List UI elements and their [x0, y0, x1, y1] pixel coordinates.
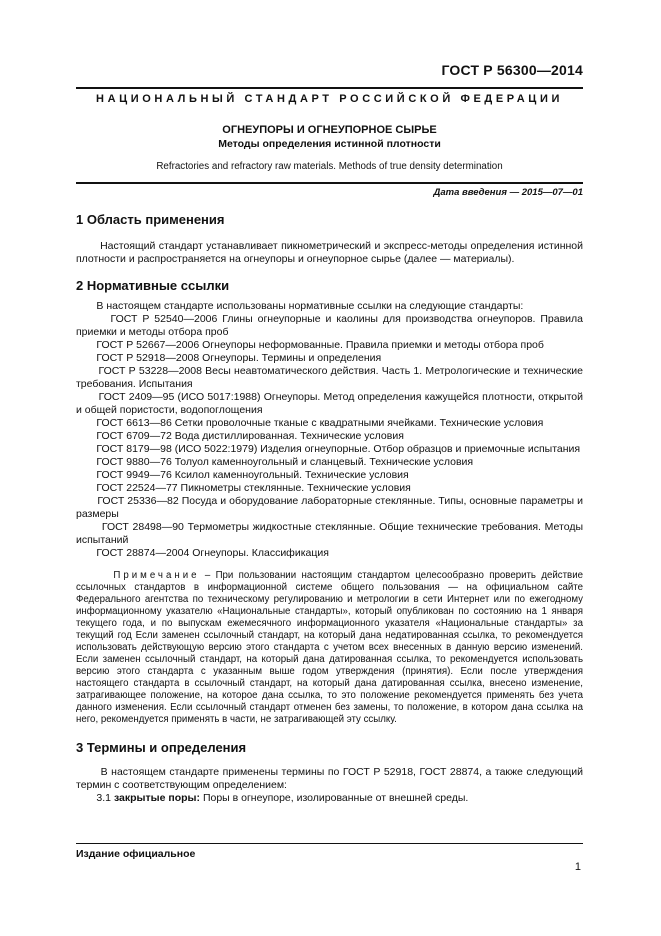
reference-text: ГОСТ Р 52918—2008 Огнеупоры. Термины и определения — [96, 352, 382, 364]
page-number: 1 — [574, 861, 581, 873]
reference-item — [76, 482, 583, 495]
reference-item — [76, 430, 583, 443]
reference-item — [76, 521, 583, 547]
reference-item — [76, 443, 583, 456]
reference-text: ГОСТ 22524—77 Пикнометры стеклянные. Технические условия — [96, 482, 411, 494]
section-heading-references: 2 Нормативные ссылки — [76, 278, 230, 293]
document-title: ОГНЕУПОРЫ И ОГНЕУПОРНОЕ СЫРЬЕ — [222, 124, 437, 136]
scope-paragraph — [76, 240, 583, 266]
terms-intro-paragraph — [76, 766, 583, 792]
reference-text: ГОСТ 9949—76 Ксилол каменноугольный. Технические условия — [96, 469, 409, 481]
reference-text: ГОСТ 6709—72 Вода дистиллированная. Технические условия — [96, 430, 404, 442]
note-label: Примечание — [113, 570, 200, 581]
reference-text: ГОСТ 25336—82 Посуда и оборудование лабораторные стеклянные. Типы, основные параметры и размеры — [76, 495, 583, 520]
reference-item — [76, 352, 583, 365]
standard-title: НАЦИОНАЛЬНЫЙ СТАНДАРТ РОССИЙСКОЙ ФЕДЕРАЦИИ — [96, 93, 563, 105]
term-name: закрытые поры: — [113, 792, 201, 804]
reference-item — [76, 365, 583, 391]
section-heading-scope: 1 Область применения — [76, 212, 225, 227]
term-definition — [76, 792, 583, 805]
effective-date: Дата введения — 2015—07—01 — [433, 187, 583, 198]
references-intro: В настоящем стандарте использованы нормативные ссылки на следующие стандарты: — [96, 300, 524, 312]
reference-text: ГОСТ 28498—90 Термометры жидкостные стеклянные. Общие технические требования. Методы испытаний — [76, 521, 584, 546]
reference-item — [76, 417, 583, 430]
reference-text: ГОСТ 2409—95 (ИСО 5017:1988) Огнеупоры. Метод определения кажущейся плотности, открытой и общей пористости, водопоглощения — [76, 391, 584, 416]
term-definition-text: Поры в огнеупоре, изолированные от внешней среды. — [202, 792, 469, 804]
reference-text: ГОСТ Р 53228—2008 Весы неавтоматического действия. Часть 1. Метрологические и технические требования. Испытания — [76, 365, 583, 390]
reference-item — [76, 339, 583, 352]
edition-label: Издание официальное — [76, 848, 196, 860]
document-subtitle: Методы определения истинной плотности — [218, 138, 441, 150]
reference-item — [76, 547, 583, 560]
header-divider — [76, 87, 583, 89]
document-title-english: Refractories and refractory raw materials. Methods of true density determination — [156, 161, 503, 172]
footer-divider — [76, 843, 583, 844]
term-number: 3.1 — [96, 792, 112, 804]
document-body — [76, 208, 583, 805]
section-heading-terms: 3 Термины и определения — [76, 740, 247, 755]
reference-item — [76, 495, 583, 521]
references-note — [76, 570, 583, 726]
reference-text: ГОСТ Р 52667—2006 Огнеупоры неформованные. Правила приемки и методы отбора проб — [96, 339, 544, 351]
scope-text: Настоящий стандарт устанавливает пикнометрический и экспресс-методы определения истинной плотности и распространяется на огнеупоры и огнеупорное сырье (далее — материалы). — [76, 240, 583, 265]
note-text: – При пользовании настоящим стандартом целесообразно проверить действие ссылочных стандартов в информационной системе общего пользования — на официальном сайте Федерального агентства по техническому регулированию и метрологии в сети Интернет или по ежегодному информационному указателю «Национальные стандарты», который опубликован по состоянию на 1 января текущего года, и по выпускам ежемесячного информационного указателя «Национальные стандарты» за текущий год Если заменен ссылочный стандарт, на который дана недатированная ссылка, то рекомендуется использовать действующую версию этого стандарта с учетом всех внесенных в данную версию изменений. Если заменен ссылочный стандарт, на который дана датированная ссылка, то рекомендуется использовать версию этого стандарта с указанным выше годом утверждения (принятия). Если после утверждения настоящего стандарта в ссылочный стандарт, на который дана датированная ссылка, внесено изменение, затрагивающее положение, на которое дана ссылка, то это положение рекомендуется применять без учета данного изменения. Если ссылочный стандарт отменен без замены, то положение, в котором дана ссылка на него, рекомендуется применять в части, не затрагивающей эту ссылку. — [76, 570, 584, 725]
gost-code: ГОСТ Р 56300—2014 — [441, 62, 583, 78]
reference-text: ГОСТ 8179—98 (ИСО 5022:1979) Изделия огнеупорные. Отбор образцов и приемочные испытания — [96, 443, 581, 455]
reference-text: ГОСТ Р 52540—2006 Глины огнеупорные и каолины для производства огнеупоров. Правила приемки и методы отбора проб — [76, 313, 584, 338]
reference-text: ГОСТ 9880—76 Толуол каменноугольный и сланцевый. Технические условия — [96, 456, 474, 468]
reference-item — [76, 456, 583, 469]
reference-item — [76, 313, 583, 339]
date-divider — [76, 182, 583, 184]
reference-item — [76, 469, 583, 482]
reference-text: ГОСТ 28874—2004 Огнеупоры. Классификация — [96, 547, 329, 559]
terms-intro: В настоящем стандарте применены термины по ГОСТ Р 52918, ГОСТ 28874, а также следующий термин с соответствующим определением: — [76, 766, 584, 791]
reference-text: ГОСТ 6613—86 Сетки проволочные тканые с квадратными ячейками. Технические условия — [96, 417, 544, 429]
references-intro-paragraph — [76, 300, 583, 313]
reference-item — [76, 391, 583, 417]
